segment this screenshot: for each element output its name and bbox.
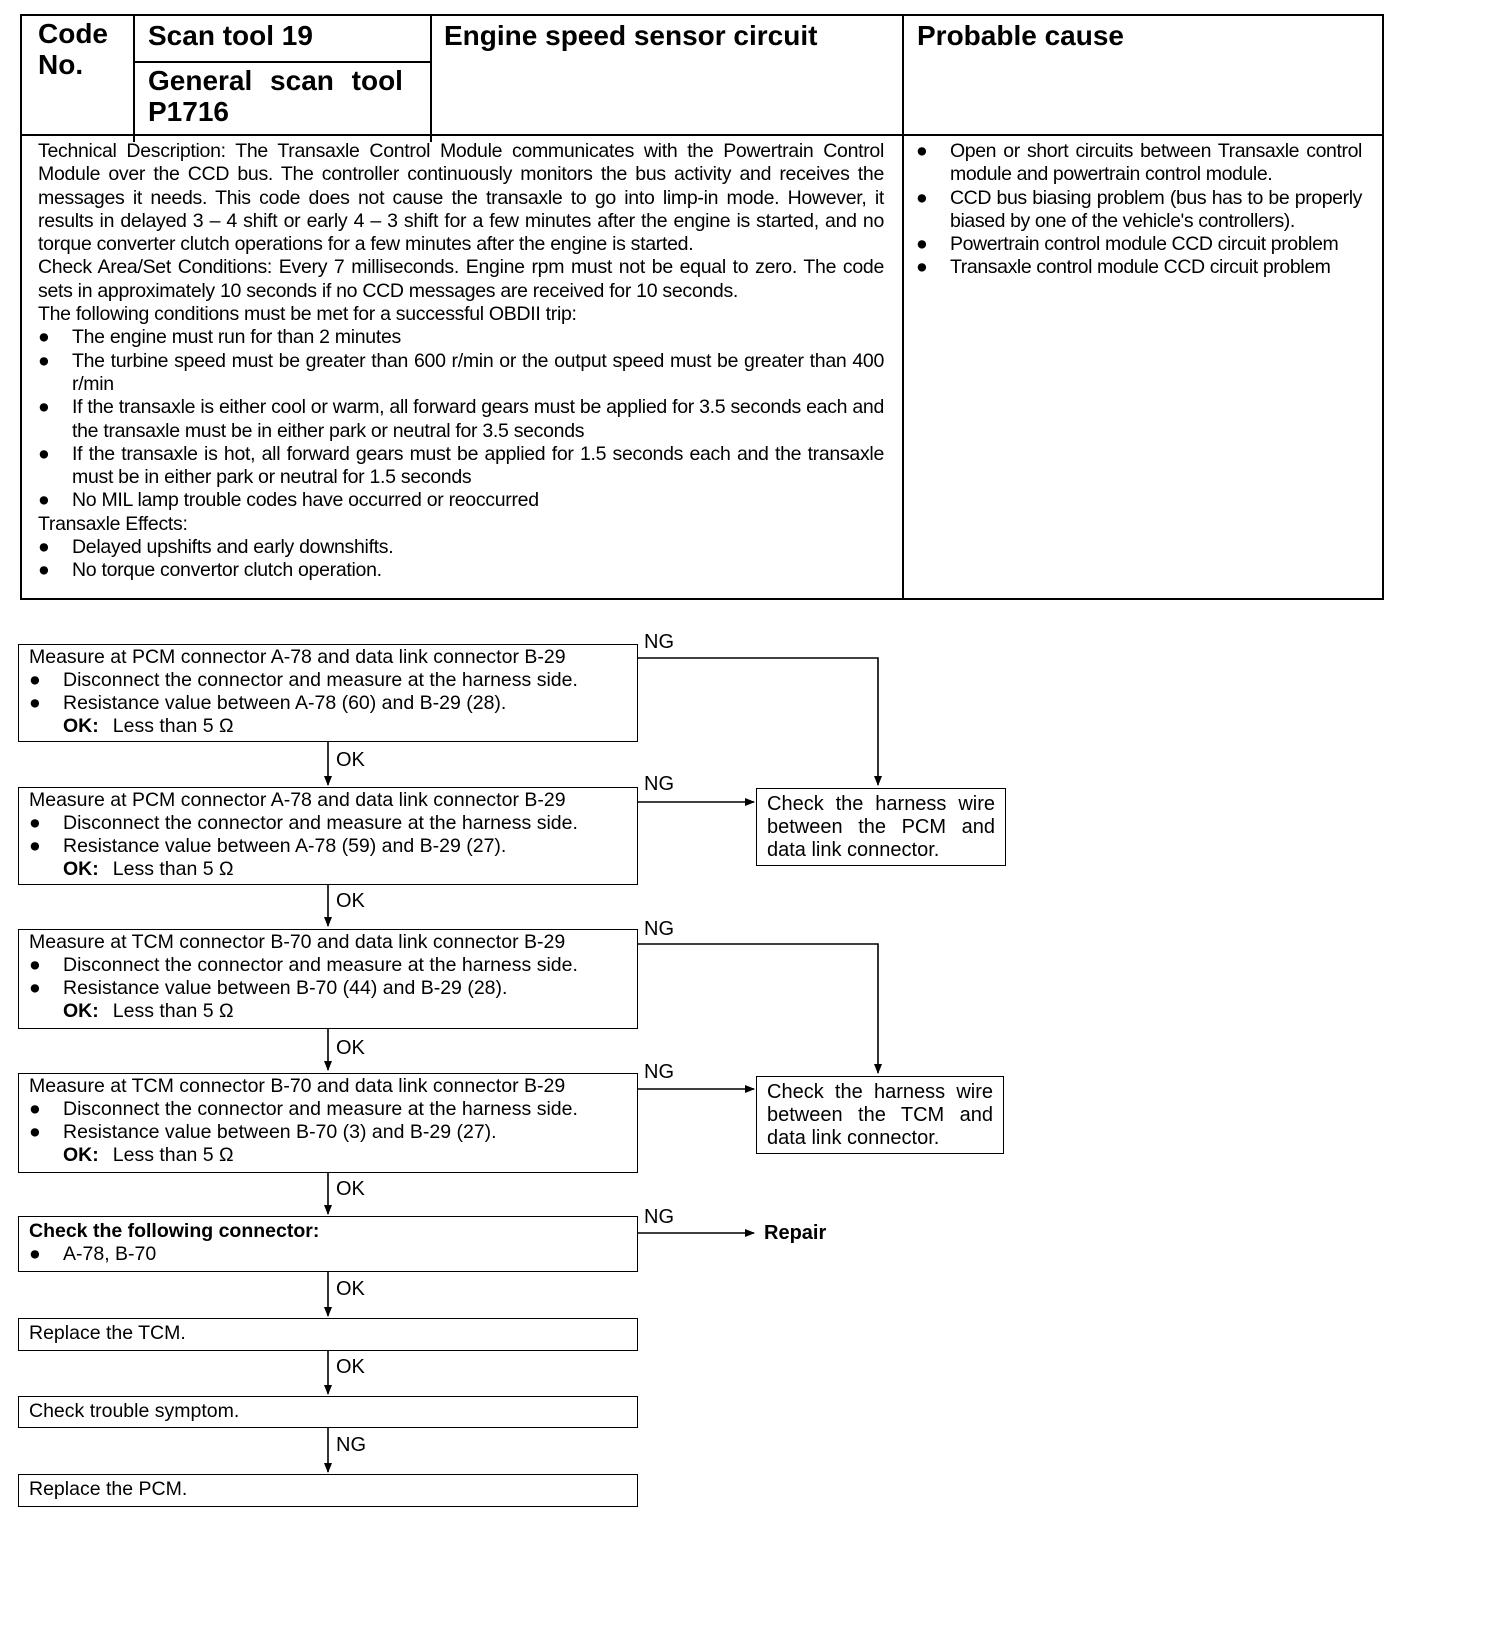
cause-item: ● Powertrain control module CCD circuit problem [916, 233, 1339, 256]
bullet-icon: ● [38, 489, 50, 512]
bullet-icon: ● [38, 326, 50, 349]
bullet-icon: ● [38, 536, 50, 559]
flow-step-3: Measure at TCM connector B-70 and data link connector B-29 ● Disconnect the connector and measure at the harness side. ● Resistance value between B-70 (44) and B-29 (28). OK: Less than 5 Ω [18, 929, 638, 1029]
flow-step-check-symptom: Check trouble symptom. [18, 1396, 638, 1428]
effects-title: Transaxle Effects: [38, 512, 188, 535]
conditions-intro: The following conditions must be met for a successful OBDII trip: [38, 303, 577, 326]
bullet-icon: ● [916, 140, 928, 162]
scan-tool-code: Scan tool 19 [148, 20, 313, 51]
ok-label: OK [336, 890, 365, 912]
bullet-icon: ● [38, 559, 50, 582]
bullet-icon: ● [29, 1121, 41, 1143]
ok-label: OK [336, 1178, 365, 1200]
ok-label: OK [336, 1278, 365, 1300]
ng-label: NG [644, 631, 674, 653]
condition-item: ● The engine must run for than 2 minutes [38, 326, 401, 349]
condition-item: ● If the transaxle is hot, all forward gears must be applied for 1.5 seconds each and the transaxle must be in either park or neutral for 1.5 seconds [38, 442, 884, 489]
cause-item: ● Transaxle control module CCD circuit problem [916, 256, 1331, 279]
bullet-icon: ● [38, 396, 50, 419]
cause-item: ● Open or short circuits between Transaxle control module and powertrain control module. [916, 140, 1362, 186]
flow-step-2: Measure at PCM connector A-78 and data link connector B-29 ● Disconnect the connector and measure at the harness side. ● Resistance value between A-78 (59) and B-29 (27). OK: Less than 5 Ω [18, 787, 638, 885]
ng-connector [638, 658, 878, 785]
bullet-icon: ● [29, 812, 41, 834]
condition-item: ● If the transaxle is either cool or warm, all forward gears must be applied for 3.5 seconds each and the transaxle must be in either park or neutral for 3.5 seconds [38, 396, 884, 442]
ok-label: OK [336, 1037, 365, 1059]
general-scan-tool-code: General scan tool P1716 [148, 65, 403, 127]
check-area-text: Check Area/Set Conditions: Every 7 milliseconds. Engine rpm must not be equal to zero. The code sets in approximately 10 seconds if no CCD messages are received for 10 seconds. [38, 256, 884, 302]
check-tcm-harness-box: Check the harness wire between the TCM and data link connector. [756, 1076, 1004, 1154]
ok-label: OK [336, 749, 365, 771]
flow-step-1: Measure at PCM connector A-78 and data link connector B-29 ● Disconnect the connector and measure at the harness side. ● Resistance value between A-78 (60) and B-29 (28). OK: Less than 5 Ω [18, 644, 638, 742]
bullet-icon: ● [29, 692, 41, 714]
flow-step-connector-check: Check the following connector: ● A-78, B-70 [18, 1216, 638, 1272]
ng-label: NG [336, 1434, 366, 1456]
bullet-icon: ● [916, 186, 928, 209]
bullet-icon: ● [29, 835, 41, 857]
ng-label: NG [644, 918, 674, 940]
page-title: Engine speed sensor circuit [444, 20, 818, 51]
code-no-label: Code No. [38, 18, 108, 80]
ok-label: OK [336, 1356, 365, 1378]
repair-label: Repair [764, 1222, 827, 1244]
probable-cause-title: Probable cause [917, 20, 1124, 51]
flow-step-4: Measure at TCM connector B-70 and data link connector B-29 ● Disconnect the connector and measure at the harness side. ● Resistance value between B-70 (3) and B-29 (27). OK: Less than 5 Ω [18, 1073, 638, 1173]
check-pcm-harness-box: Check the harness wire between the PCM and data link connector. [756, 788, 1006, 866]
condition-item: ● The turbine speed must be greater than 600 r/min or the output speed must be greater than 400 r/min [38, 349, 884, 395]
ng-connector [638, 944, 878, 1073]
ng-label: NG [644, 1061, 674, 1083]
bullet-icon: ● [916, 233, 928, 256]
flow-step-replace-tcm: Replace the TCM. [18, 1318, 638, 1351]
ng-label: NG [644, 773, 674, 795]
flow-step-replace-pcm: Replace the PCM. [18, 1474, 638, 1507]
bullet-icon: ● [38, 442, 50, 465]
ng-label: NG [644, 1206, 674, 1228]
condition-item: ● No MIL lamp trouble codes have occurred or reoccurred [38, 489, 539, 512]
bullet-icon: ● [29, 954, 41, 976]
bullet-icon: ● [29, 1098, 41, 1120]
effect-item: ● No torque convertor clutch operation. [38, 559, 382, 582]
cause-item: ● CCD bus biasing problem (bus has to be properly biased by one of the vehicle's controllers). [916, 186, 1362, 232]
technical-description-text: Technical Description: The Transaxle Control Module communicates with the Powertrain Control Module over the CCD bus. The controller continuously monitors the bus activity and receives the messages it needs. This code does not cause the transaxle to go into limp-in mode. However, it results in delayed 3 – 4 shift or early 4 – 3 shift for a few minutes after the engine is started, and no torque converter clutch operations for a few minutes after the engine is started. [38, 140, 884, 256]
bullet-icon: ● [38, 349, 50, 372]
bullet-icon: ● [916, 256, 928, 279]
bullet-icon: ● [29, 977, 41, 999]
bullet-icon: ● [29, 1243, 41, 1265]
bullet-icon: ● [29, 669, 41, 691]
effect-item: ● Delayed upshifts and early downshifts. [38, 536, 394, 559]
